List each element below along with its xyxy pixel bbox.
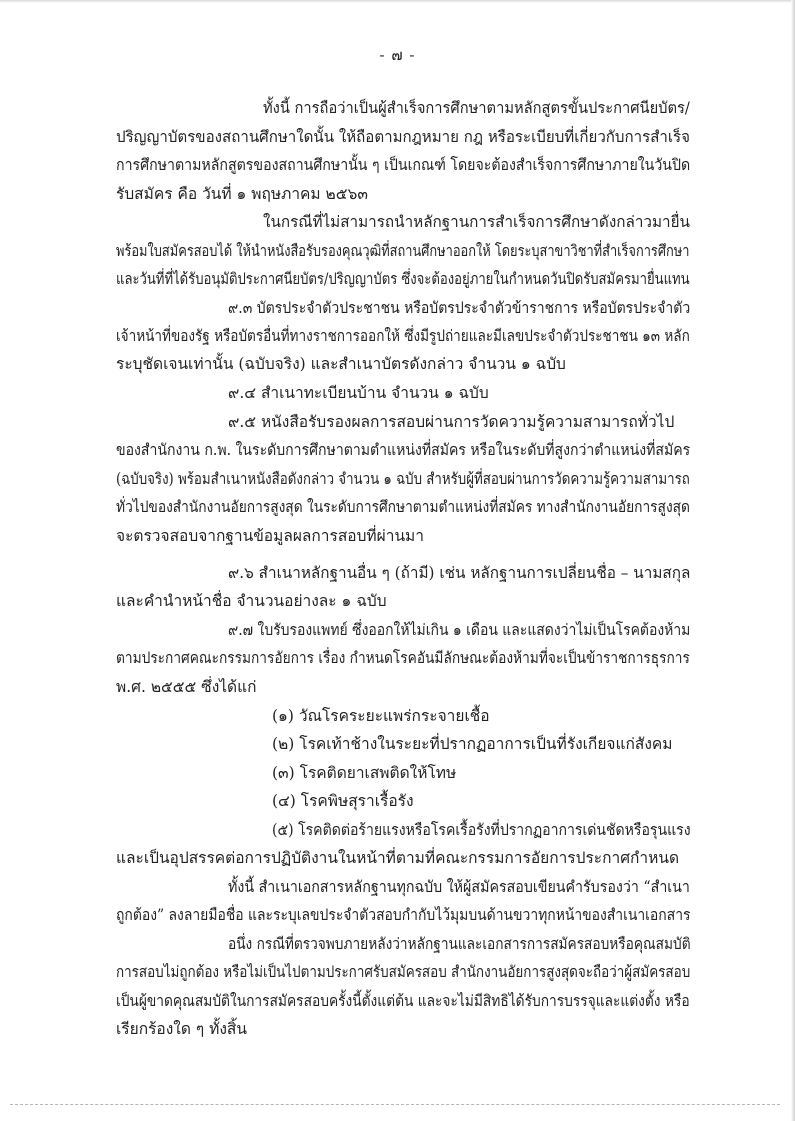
list-item: (๕) โรคติดต่อร้ายแรงหรือโรคเรื้อรังที่ปรากฏอาการเด่นชัดหรือรุนแรง <box>272 821 691 839</box>
text-line: ทั้งนี้ สำเนาเอกสารหลักฐานทุกฉบับ ให้ผู้สมัครสอบเขียนคำรับรองว่า “สำเนา <box>228 878 690 896</box>
text-line: การสอบไม่ถูกต้อง หรือไม่เป็นไปตามประกาศรับสมัครสอบ สำนักงานอัยการสูงสุดจะถือว่าผู้สมัครสอบ <box>116 963 691 981</box>
page-number: - ๗ - <box>379 46 416 64</box>
text-line: ทั่วไปของสำนักงานอัยการสูงสุด ในระดับการศึกษาตามตำแหน่งที่สมัคร ทางสำนักงานอัยการสูงสุด <box>116 498 690 516</box>
text-line: ๙.๗ ใบรับรองแพทย์ ซึ่งออกให้ไม่เกิน ๑ เดือน และแสดงว่าไม่เป็นโรคต้องห้าม <box>228 621 691 639</box>
text-line: จะตรวจสอบจากฐานข้อมูลผลการสอบที่ผ่านมา <box>116 527 424 545</box>
text-line: ตามประกาศคณะกรรมการอัยการ เรื่อง กำหนดโรคอันมีลักษณะต้องห้ามที่จะเป็นข้าราชการธุรการ <box>116 649 690 667</box>
scan-edge-top <box>0 0 795 3</box>
scan-edge-bottom <box>10 1104 780 1105</box>
text-line: พร้อมใบสมัครสอบได้ ให้นำหนังสือรับรองคุณวุฒิที่สถานศึกษาออกให้ โดยระบุสาขาวิชาที่สำเร็จการศึกษา <box>116 242 690 260</box>
text-line: ปริญญาบัตรของสถานศึกษาใดนั้น ให้ถือตามกฎหมาย กฎ หรือระเบียบที่เกี่ยวกับการสำเร็จ <box>116 128 690 146</box>
text-line: เป็นผู้ขาดคุณสมบัติในการสมัครสอบครั้งนี้ตั้งแต่ต้น และจะไม่มีสิทธิได้รับการบรรจุและแต่งตั้ง หรือ <box>116 992 690 1010</box>
text-line: ทั้งนี้ การถือว่าเป็นผู้สำเร็จการศึกษาตามหลักสูตรขั้นประกาศนียบัตร/ <box>263 99 690 117</box>
list-item: (๒) โรคเท้าช้างในระยะที่ปรากฏอาการเป็นที่รังเกียจแก่สังคม <box>272 735 673 753</box>
text-line: (ฉบับจริง) พร้อมสำเนาหนังสือดังกล่าว จำนวน ๑ ฉบับ สำหรับผู้ที่สอบผ่านการวัดความรู้ความสามารถ <box>116 470 690 488</box>
text-line: ๙.๖ สำเนาหลักฐานอื่น ๆ (ถ้ามี) เช่น หลักฐานการเปลี่ยนชื่อ – นามสกุล <box>228 564 691 582</box>
list-item: (๑) วัณโรคระยะแพร่กระจายเชื้อ <box>272 707 490 725</box>
text-line: และวันที่ที่ได้รับอนุมัติประกาศนียบัตร/ปริญญาบัตร ซึ่งจะต้องอยู่ภายในกำหนดวันปิดรับสมัครมายื่นแทน <box>116 270 690 288</box>
text-line: ๙.๔ สำเนาทะเบียนบ้าน จำนวน ๑ ฉบับ <box>228 384 489 402</box>
text-line: รับสมัคร คือ วันที่ ๑ พฤษภาคม ๒๕๖๓ <box>116 185 368 203</box>
text-line: ๙.๕ หนังสือรับรองผลการสอบผ่านการวัดความรู้ความสามารถทั่วไป <box>228 413 675 431</box>
text-line: การศึกษาตามหลักสูตรของสถานศึกษานั้น ๆ เป็นเกณฑ์ โดยจะต้องสำเร็จการศึกษาภายในวันปิด <box>116 156 691 174</box>
text-line: ในกรณีที่ไม่สามารถนำหลักฐานการสำเร็จการศึกษาดังกล่าวมายื่น <box>263 213 690 231</box>
text-line: ของสำนักงาน ก.พ. ในระดับการศึกษาตามตำแหน่งที่สมัคร หรือในระดับที่สูงกว่าตำแหน่งที่สมัคร <box>116 441 691 459</box>
scan-edge-right <box>791 0 795 1121</box>
text-line: ถูกต้อง” ลงลายมือชื่อ และระบุเลขประจำตัวสอบกำกับไว้มุมบนด้านขวาทุกหน้าของสำเนาเอกสาร <box>116 906 691 924</box>
text-line: อนึ่ง กรณีที่ตรวจพบภายหลังว่าหลักฐานและเอกสารการสมัครสอบหรือคุณสมบัติ <box>228 935 691 953</box>
text-line: ๙.๓ บัตรประจำตัวประชาชน หรือบัตรประจำตัวข้าราชการ หรือบัตรประจำตัว <box>228 299 691 317</box>
text-line: และคำนำหน้าชื่อ จำนวนอย่างละ ๑ ฉบับ <box>116 592 387 610</box>
list-item: (๔) โรคพิษสุราเรื้อรัง <box>272 792 414 810</box>
list-item: (๓) โรคติดยาเสพติดให้โทษ <box>272 764 457 782</box>
text-line: เจ้าหน้าที่ของรัฐ หรือบัตรอื่นที่ทางราชการออกให้ ซึ่งมีรูปถ่ายและมีเลขประจำตัวประชาชน ๑๓ หลัก <box>116 327 690 345</box>
text-line: และเป็นอุปสรรคต่อการปฏิบัติงานในหน้าที่ตามที่คณะกรรมการอัยการประกาศกำหนด <box>116 849 680 867</box>
text-line: ระบุชัดเจนเท่านั้น (ฉบับจริง) และสำเนาบัตรดังกล่าว จำนวน ๑ ฉบับ <box>116 355 566 373</box>
text-line: พ.ศ. ๒๕๕๕ ซึ่งได้แก่ <box>116 678 257 696</box>
text-line: เรียกร้องใด ๆ ทั้งสิ้น <box>116 1020 247 1038</box>
